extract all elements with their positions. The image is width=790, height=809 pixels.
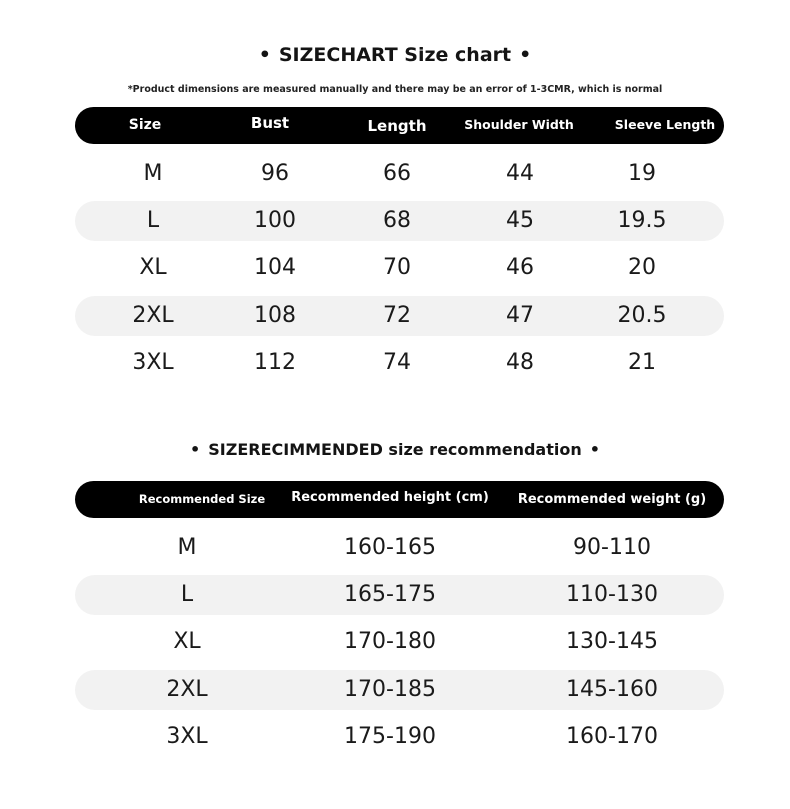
header-sleeve-length: Sleeve Length: [614, 117, 716, 132]
header-recommended-weight: Recommended weight (g): [517, 492, 707, 507]
cell-length: 68: [383, 208, 411, 233]
cell-shoulder: 47: [506, 303, 534, 328]
cell-size: 3XL: [132, 350, 174, 375]
bullet-dot-icon: •: [190, 440, 201, 459]
header-recommended-height: Recommended height (cm): [291, 490, 489, 505]
cell-height: 170-180: [344, 629, 436, 654]
cell-shoulder: 45: [506, 208, 534, 233]
cell-shoulder: 44: [506, 161, 534, 186]
cell-weight: 145-160: [566, 677, 658, 702]
cell-weight: 110-130: [566, 582, 658, 607]
table-row: [75, 154, 724, 194]
table-row: [75, 248, 724, 288]
cell-sleeve: 21: [628, 350, 656, 375]
cell-size: XL: [139, 255, 167, 280]
size-chart-header: [75, 107, 724, 144]
cell-weight: 160-170: [566, 724, 658, 749]
cell-size: L: [146, 208, 160, 233]
cell-size: 3XL: [166, 724, 208, 749]
cell-size: XL: [173, 629, 201, 654]
cell-height: 175-190: [344, 724, 436, 749]
bullet-dot-icon: •: [258, 44, 271, 66]
table-row: [75, 717, 724, 757]
table-row: [75, 296, 724, 336]
cell-size: M: [143, 161, 163, 186]
cell-height: 170-185: [344, 677, 436, 702]
cell-size: L: [180, 582, 194, 607]
header-size: Size: [128, 117, 162, 133]
cell-height: 165-175: [344, 582, 436, 607]
cell-bust: 104: [254, 255, 296, 280]
table-row: [75, 201, 724, 241]
cell-length: 66: [383, 161, 411, 186]
cell-size: M: [177, 535, 197, 560]
header-length: Length: [367, 117, 427, 135]
cell-sleeve: 19: [628, 161, 656, 186]
table-row: [75, 622, 724, 662]
cell-length: 74: [383, 350, 411, 375]
cell-weight: 130-145: [566, 629, 658, 654]
cell-height: 160-165: [344, 535, 436, 560]
bullet-dot-icon: •: [519, 44, 532, 66]
cell-weight: 90-110: [573, 535, 651, 560]
table-row: [75, 575, 724, 615]
cell-shoulder: 48: [506, 350, 534, 375]
cell-length: 70: [383, 255, 411, 280]
cell-bust: 108: [254, 303, 296, 328]
cell-sleeve: 19.5: [617, 208, 667, 233]
cell-size: 2XL: [132, 303, 174, 328]
cell-bust: 100: [254, 208, 296, 233]
recommendation-header: [75, 481, 724, 518]
cell-sleeve: 20: [628, 255, 656, 280]
bullet-dot-icon: •: [589, 440, 600, 459]
cell-sleeve: 20.5: [617, 303, 667, 328]
cell-bust: 96: [261, 161, 289, 186]
cell-length: 72: [383, 303, 411, 328]
table-row: [75, 670, 724, 710]
recommendation-title: • SIZERECIMMENDED size recommendation •: [190, 440, 600, 459]
header-shoulder-width: Shoulder Width: [464, 117, 574, 132]
table-row: [75, 528, 724, 568]
measurement-note: *Product dimensions are measured manually and there may be an error of 1-3CMR, which is normal: [127, 84, 663, 95]
cell-bust: 112: [254, 350, 296, 375]
table-row: [75, 343, 724, 383]
header-recommended-size: Recommended Size: [138, 492, 266, 506]
cell-shoulder: 46: [506, 255, 534, 280]
size-chart-title: • SIZECHART Size chart •: [258, 44, 532, 66]
cell-size: 2XL: [166, 677, 208, 702]
header-bust: Bust: [250, 114, 290, 132]
